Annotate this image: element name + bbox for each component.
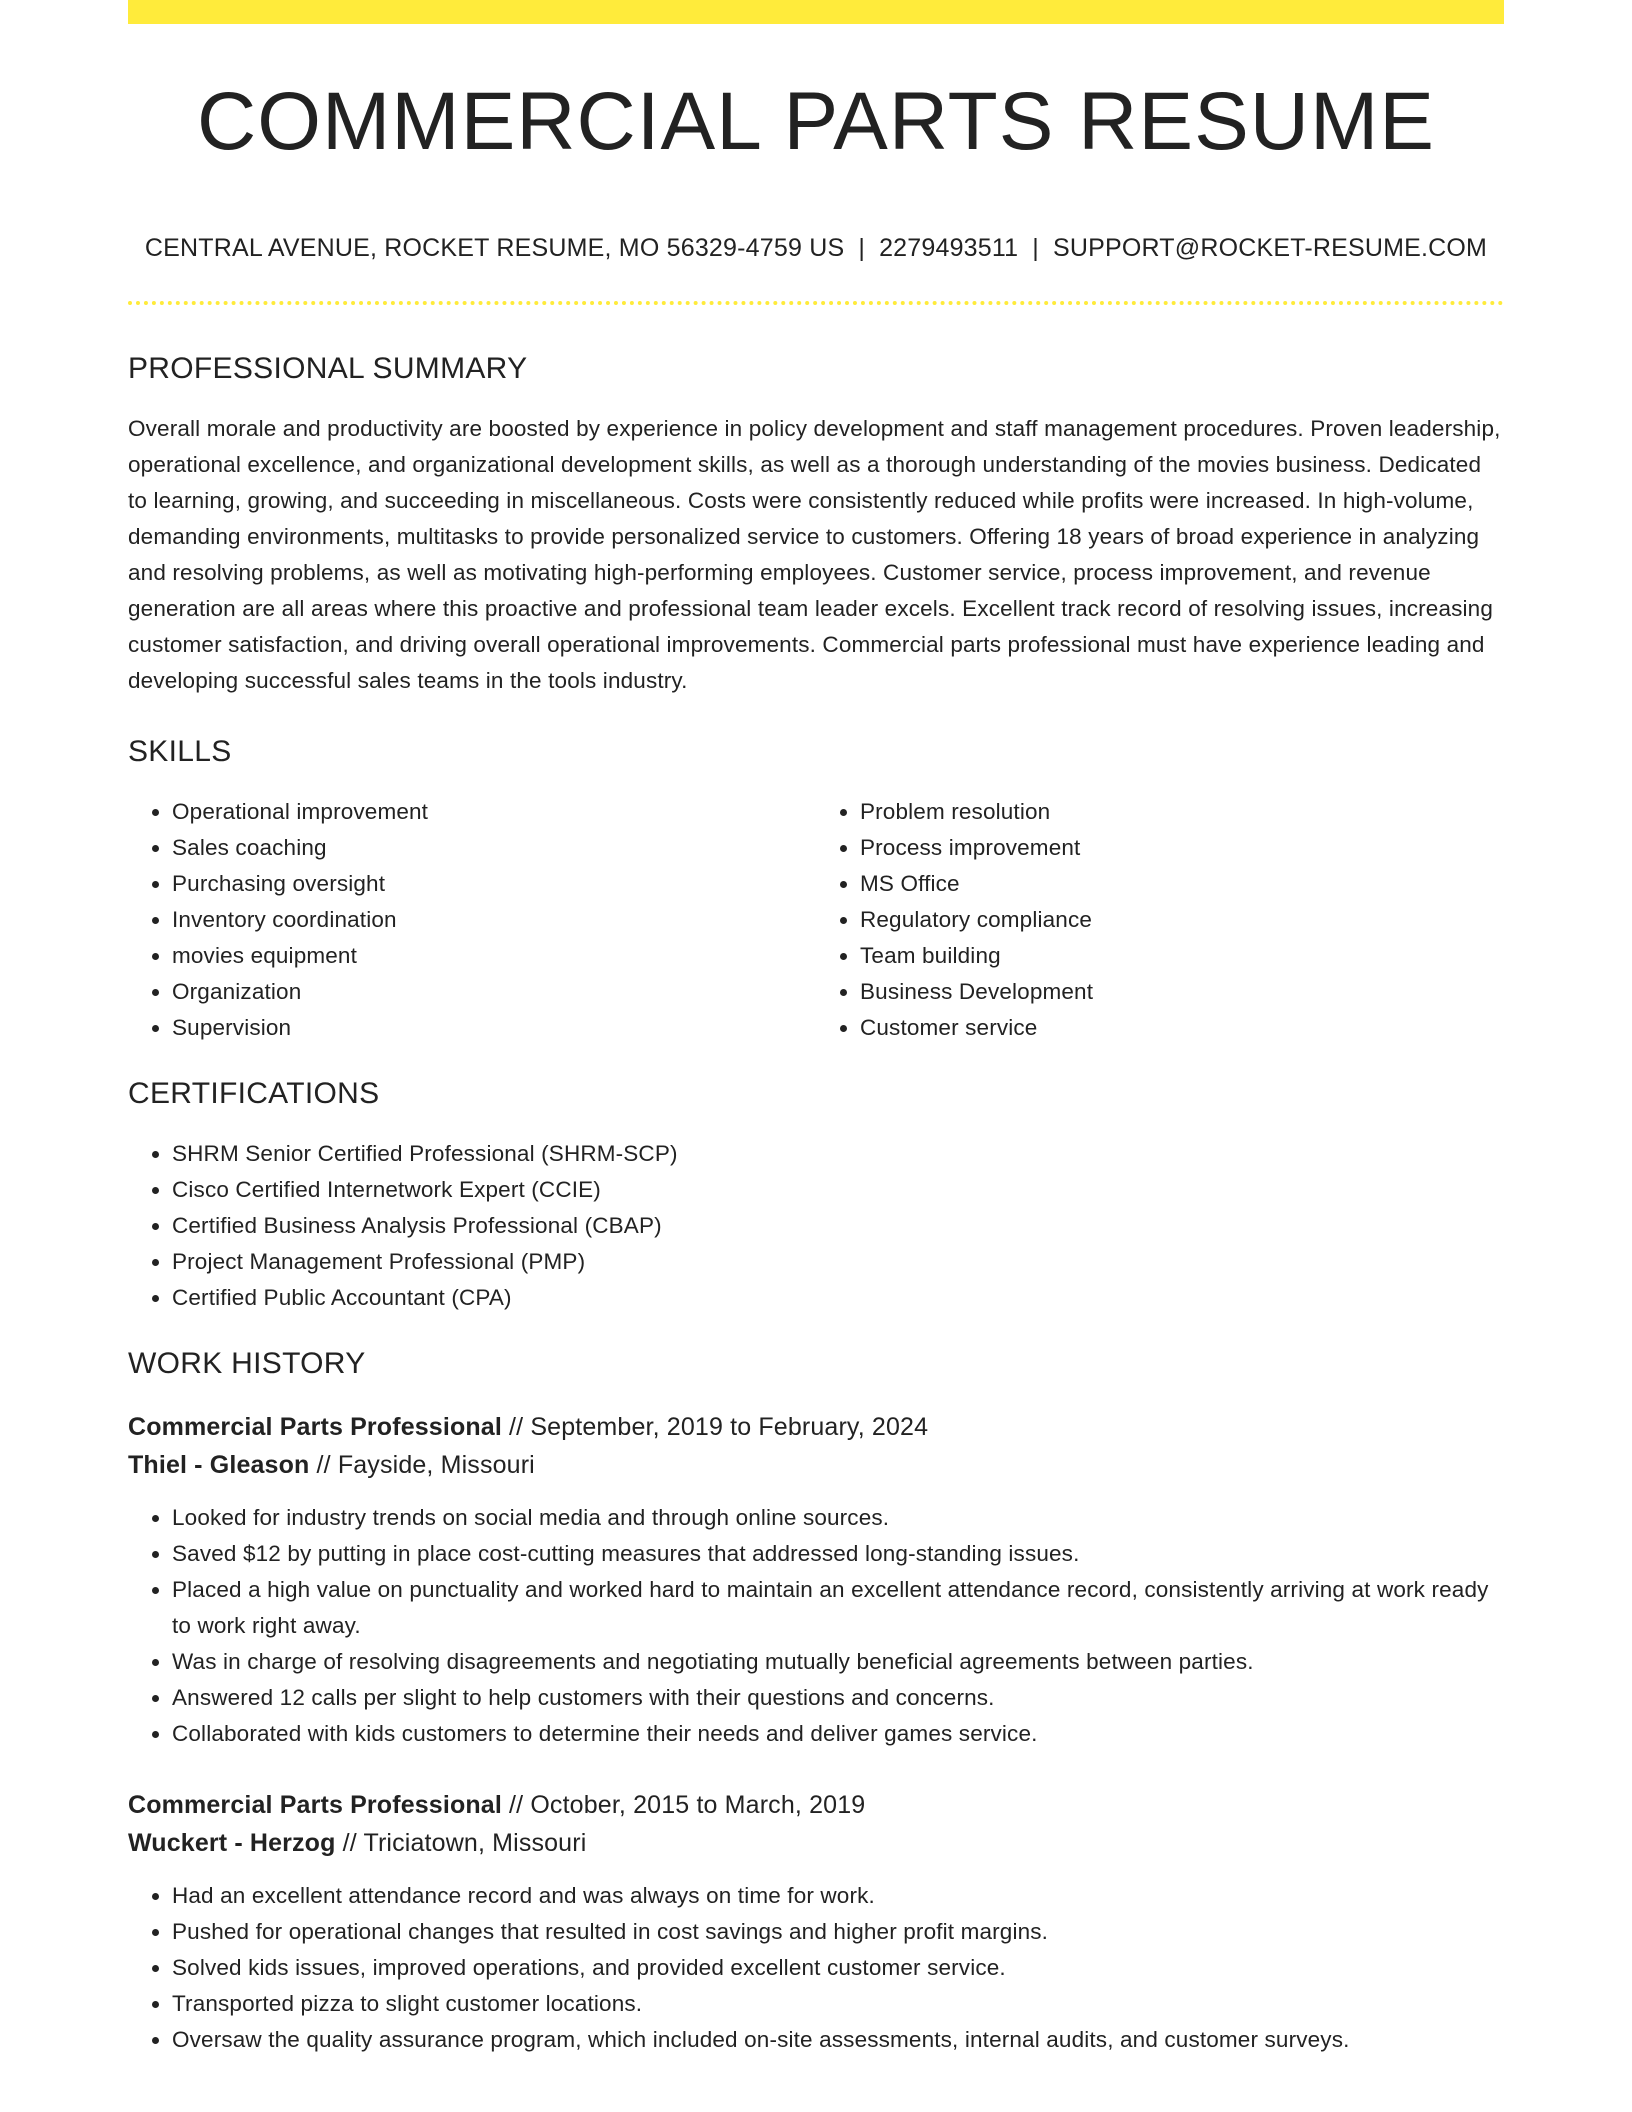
job-company-line xyxy=(128,1446,1504,1484)
skills-heading: SKILLS xyxy=(128,735,232,768)
job-duties-list xyxy=(128,1500,1504,1752)
job-location: // Fayside, Missouri xyxy=(309,1451,535,1479)
skills-list-right xyxy=(816,794,1504,1046)
skills-list-left xyxy=(128,794,816,1046)
contact-separator: | xyxy=(1032,234,1039,262)
certification-item: • Project Management Professional (PMP) xyxy=(172,1244,1504,1280)
job-company-line xyxy=(128,1824,1504,1862)
certification-item: • Certified Business Analysis Professional (CBAP) xyxy=(172,1208,1504,1244)
skill-item: • Operational improvement xyxy=(172,794,816,830)
work-history-heading: WORK HISTORY xyxy=(128,1347,366,1380)
job-entry xyxy=(128,1408,1504,1752)
job-duty: • Transported pizza to slight customer locations. xyxy=(172,1986,1504,2022)
job-duty: • Oversaw the quality assurance program, which included on-site assessments, internal audits, and customer surveys. xyxy=(172,2022,1504,2058)
contact-phone[interactable]: 2279493511 xyxy=(879,234,1019,262)
skill-item: • Organization xyxy=(172,974,816,1010)
certifications-list xyxy=(128,1136,1504,1316)
certifications-heading: CERTIFICATIONS xyxy=(128,1077,380,1110)
skill-item: • Customer service xyxy=(860,1010,1504,1046)
job-duty: • Looked for industry trends on social media and through online sources. xyxy=(172,1500,1504,1536)
job-location: // Triciatown, Missouri xyxy=(335,1829,587,1857)
resume-page xyxy=(128,0,1504,2058)
job-duties-list xyxy=(128,1878,1504,2058)
resume-title: COMMERCIAL PARTS RESUME xyxy=(197,76,1435,167)
certification-item: • Certified Public Accountant (CPA) xyxy=(172,1280,1504,1316)
skill-item: • movies equipment xyxy=(172,938,816,974)
summary-text: Overall morale and productivity are boosted by experience in policy development and staff management procedures. Proven leadership, operational excellence, and organizational development skills, as well as a thorough understanding of the movies business. Dedicated to learning, growing, and succeeding in miscellaneous. Costs were consistently reduced while profits were increased. In high-volume, demanding environments, multitasks to provide personalized service to customers. Offering 18 years of broad experience in analyzing and resolving problems, as well as motivating high-performing employees. Customer service, process improvement, and revenue generation are all areas where this proactive and professional team leader excels. Excellent track record of resolving issues, increasing customer satisfaction, and driving overall operational improvements. Commercial parts professional must have experience leading and developing successful sales teams in the tools industry. xyxy=(128,416,1501,693)
contact-email[interactable]: SUPPORT@ROCKET-RESUME.COM xyxy=(1052,234,1488,262)
summary-heading: PROFESSIONAL SUMMARY xyxy=(128,352,528,385)
job-title: Commercial Parts Professional xyxy=(128,1791,502,1819)
contact-address: CENTRAL AVENUE, ROCKET RESUME, MO 56329-4759 US xyxy=(144,234,845,262)
certification-item: • SHRM Senior Certified Professional (SHRM-SCP) xyxy=(172,1136,1504,1172)
skill-item: • Problem resolution xyxy=(860,794,1504,830)
skill-item: • Sales coaching xyxy=(172,830,816,866)
job-company: Thiel - Gleason xyxy=(128,1451,310,1479)
skills-grid xyxy=(128,794,1504,1046)
job-duty: • Pushed for operational changes that resulted in cost savings and higher profit margins. xyxy=(172,1914,1504,1950)
certification-item: • Cisco Certified Internetwork Expert (CCIE) xyxy=(172,1172,1504,1208)
job-title-line xyxy=(128,1786,1504,1824)
skill-item: • Regulatory compliance xyxy=(860,902,1504,938)
skill-item: • MS Office xyxy=(860,866,1504,902)
accent-top-bar xyxy=(128,0,1504,24)
job-dates: // September, 2019 to February, 2024 xyxy=(501,1413,929,1441)
contact-separator: | xyxy=(858,234,866,262)
job-duty: • Solved kids issues, improved operations, and provided excellent customer service. xyxy=(172,1950,1504,1986)
job-title: Commercial Parts Professional xyxy=(128,1413,502,1441)
dotted-divider xyxy=(128,301,1504,305)
job-duty: • Collaborated with kids customers to determine their needs and deliver games service. xyxy=(172,1716,1504,1752)
job-title-line xyxy=(128,1408,1504,1446)
skill-item: • Inventory coordination xyxy=(172,902,816,938)
skill-item: • Supervision xyxy=(172,1010,816,1046)
job-duty: • Saved $12 by putting in place cost-cutting measures that addressed long-standing issues. xyxy=(172,1536,1504,1572)
job-entry xyxy=(128,1786,1504,2058)
job-duty: • Placed a high value on punctuality and worked hard to maintain an excellent attendance record, consistently arriving at work ready to work right away. xyxy=(172,1572,1504,1644)
skill-item: • Process improvement xyxy=(860,830,1504,866)
skill-item: • Purchasing oversight xyxy=(172,866,816,902)
job-duty: • Answered 12 calls per slight to help customers with their questions and concerns. xyxy=(172,1680,1504,1716)
job-company: Wuckert - Herzog xyxy=(128,1829,336,1857)
job-duty: • Had an excellent attendance record and was always on time for work. xyxy=(172,1878,1504,1914)
job-duty: • Was in charge of resolving disagreements and negotiating mutually beneficial agreements between parties. xyxy=(172,1644,1504,1680)
skills-column-right xyxy=(816,794,1504,1046)
skills-column-left xyxy=(128,794,816,1046)
skill-item: • Team building xyxy=(860,938,1504,974)
skill-item: • Business Development xyxy=(860,974,1504,1010)
contact-line xyxy=(128,233,1504,263)
job-dates: // October, 2015 to March, 2019 xyxy=(501,1791,866,1819)
